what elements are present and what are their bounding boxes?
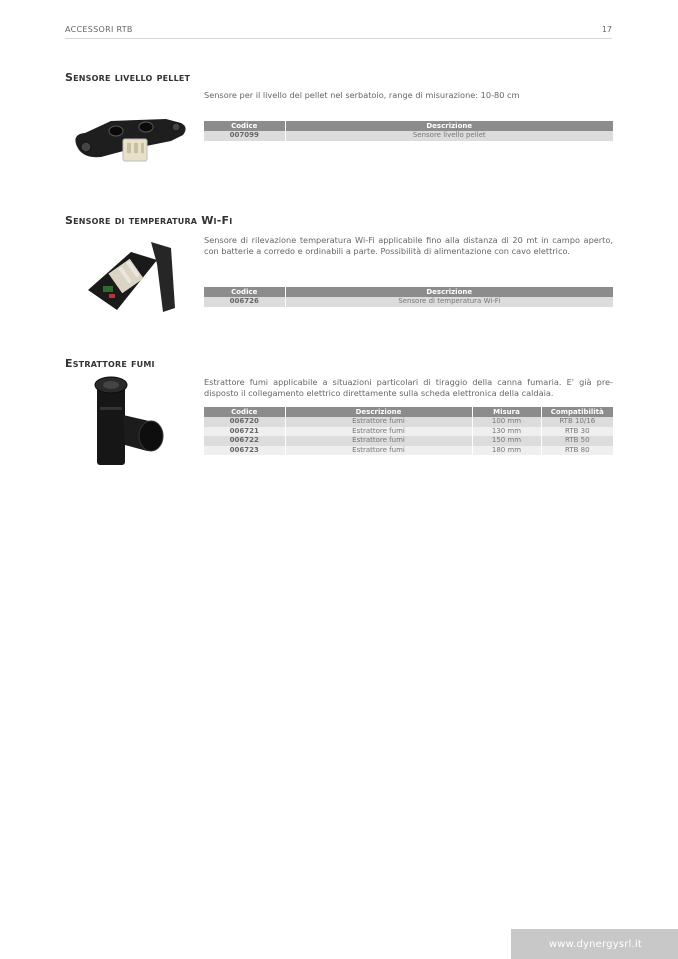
table-row — [204, 131, 613, 141]
column-header-size: Misura — [472, 407, 541, 417]
column-header-description: Descrizione — [285, 287, 613, 297]
product-title: Estrattore fumi — [65, 357, 155, 370]
product-description: Sensore di rilevazione temperatura Wi-Fi applicabile fino alla distanza di 20 mt in campo aperto, con batterie a corredo e ordinabili a parte. Possibilità di alimentazione con cavo elettrico. — [204, 235, 613, 256]
product-compatibility: RTB 50 — [541, 436, 613, 446]
website-link[interactable]: www.dynergysrl.it — [548, 939, 642, 950]
product-description-cell: Estrattore fumi — [285, 427, 472, 437]
product-code: 006721 — [204, 427, 285, 437]
header-divider — [65, 38, 612, 39]
pellet-sensor-image — [71, 109, 191, 169]
column-header-description: Descrizione — [285, 121, 613, 131]
product-section-fume-extractor — [65, 357, 613, 454]
product-title: Sensore di temperatura Wi-Fi — [65, 214, 233, 227]
page-number: 17 — [601, 25, 612, 34]
product-size: 180 mm — [472, 446, 541, 456]
product-size: 130 mm — [472, 427, 541, 437]
page-header-label: ACCESSORI RTB — [65, 25, 133, 34]
product-description-cell: Sensore livello pellet — [285, 131, 613, 141]
product-description: Estrattore fumi applicabile a situazioni particolari di tiraggio della canna fumaria. E' già pre-disposto il collegamento elettrico direttamente sulla scheda elettronica della caldaia. — [204, 377, 613, 398]
product-compatibility: RTB 80 — [541, 446, 613, 456]
table-row — [204, 436, 613, 446]
table-row — [204, 427, 613, 437]
product-code: 006726 — [204, 297, 285, 307]
product-size: 100 mm — [472, 417, 541, 427]
table-row — [204, 446, 613, 456]
product-compatibility: RTB 30 — [541, 427, 613, 437]
product-section-wifi-sensor — [65, 214, 613, 306]
column-header-compatibility: Compatibilità — [541, 407, 613, 417]
product-title: Sensore livello pellet — [65, 71, 191, 84]
table-row — [204, 417, 613, 427]
product-compatibility: RTB 10/16 — [541, 417, 613, 427]
column-header-code: Codice — [204, 287, 285, 297]
column-header-code: Codice — [204, 121, 285, 131]
product-code: 007099 — [204, 131, 285, 141]
product-section-pellet-sensor — [65, 71, 613, 140]
product-code: 006723 — [204, 446, 285, 456]
product-description-cell: Sensore di temperatura Wi-Fi — [285, 297, 613, 307]
product-size: 150 mm — [472, 436, 541, 446]
product-code: 006720 — [204, 417, 285, 427]
product-description-cell: Estrattore fumi — [285, 417, 472, 427]
product-code: 006722 — [204, 436, 285, 446]
product-table — [204, 287, 613, 307]
product-table — [204, 407, 613, 455]
column-header-description: Descrizione — [285, 407, 472, 417]
fume-extractor-image — [87, 375, 167, 469]
product-description: Sensore per il livello del pellet nel serbatoio, range di misurazione: 10-80 cm — [204, 90, 520, 100]
product-description-cell: Estrattore fumi — [285, 436, 472, 446]
wifi-sensor-image — [83, 238, 179, 322]
product-table — [204, 121, 613, 141]
column-header-code: Codice — [204, 407, 285, 417]
product-description-cell: Estrattore fumi — [285, 446, 472, 456]
table-row — [204, 297, 613, 307]
